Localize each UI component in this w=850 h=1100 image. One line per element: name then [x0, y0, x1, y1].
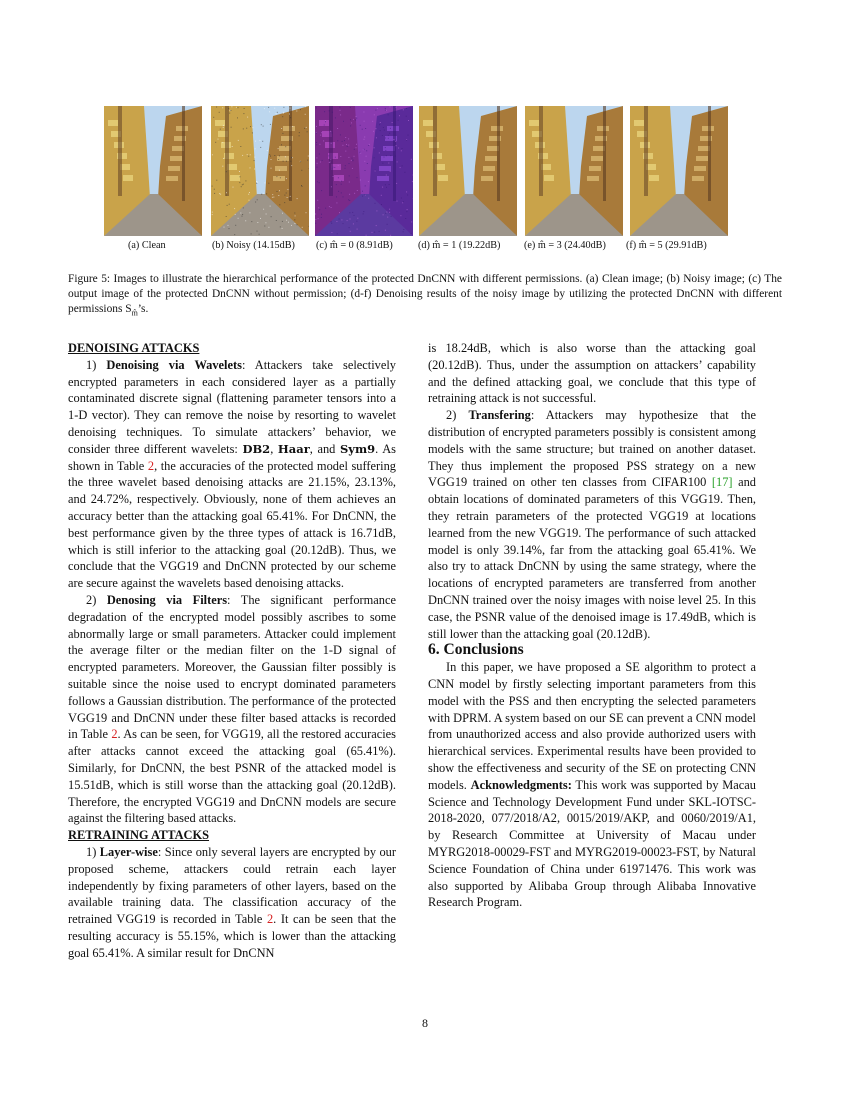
text: . It can be seen that the resulting accuracy is 55.15%, which is lower than the attacking goal 65.41%. A similar result for DnCNN	[68, 912, 396, 960]
paragraph-transfering	[428, 407, 756, 642]
heading-retraining-attacks: RETRAINING ATTACKS	[68, 828, 210, 843]
term-layer-wise: Layer-wise	[99, 844, 158, 859]
text: : Attackers may hypothesize that the distribution of encrypted parameters possibly is consistent among models with the same structure; but trained on another dataset. They thus implement the proposed PSS strategy on a new VGG19 trained on other ten classes from CIFAR100	[428, 408, 756, 490]
right-column	[428, 340, 756, 911]
table-ref-link[interactable]: 2	[266, 912, 274, 927]
street-scene-graphic	[104, 106, 202, 236]
term-wavelets: Denoising via Wavelets	[106, 357, 242, 372]
wavelet-sym9: Sym9	[340, 441, 376, 456]
wavelet-haar: Haar	[277, 441, 310, 456]
street-scene-graphic	[630, 106, 728, 236]
enum: 2)	[86, 592, 107, 607]
paragraph-wavelets	[68, 357, 396, 592]
street-scene-graphic	[419, 106, 517, 236]
left-column	[68, 340, 396, 961]
subcaption-b: (b) Noisy (14.15dB)	[212, 240, 295, 251]
paragraph-layer-wise	[68, 844, 396, 962]
subcaption-a: (a) Clean	[128, 240, 166, 251]
text: In this paper, we have proposed a SE algorithm to protect a CNN model by firstly selecting important parameters from this model with the PSS and then encrypting the selected parameters with DPRM. A system based on our SE can prevent a CNN model from unauthorized access and also provide authorized users with hierarchical services. Experimental results have been provided to show the effectiveness and security of the SE on protecting CNN models.	[428, 660, 756, 792]
figure-5	[104, 106, 740, 236]
subcaption-e: (e) m̂ = 3 (24.40dB)	[524, 240, 606, 251]
table-ref-link[interactable]: 2	[147, 458, 155, 473]
table-ref-link[interactable]: 2	[111, 727, 118, 742]
caption-end: ’s.	[137, 303, 149, 315]
subcaption-f: (f) m̂ = 5 (29.91dB)	[626, 240, 707, 251]
caption-text: Images to illustrate the hierarchical performance of the protected DnCNN with different permissions. (a) Clean image; (b) Noisy image; (c) The output image of the protected DnCNN without permission; (d-f) Denoising results of the noisy image by utilizing the protected DnCNN with different permissions S	[68, 273, 782, 315]
figure-panel-d-image	[419, 106, 517, 236]
figure-panel-a-image	[104, 106, 202, 236]
text: : Attackers take selectively encrypted parameters in each considered layer as a partially contaminated discrete signal (flattening parameter tensors into a 1-D vector). They can remove the noise by resorting to wavelet denoising techniques. To simulate attackers’ behavior, we consider three different wavelets:	[68, 357, 396, 456]
subcaption-d: (d) m̂ = 1 (19.22dB)	[418, 240, 501, 251]
subcaption-c: (c) m̂ = 0 (8.91dB)	[316, 240, 393, 251]
street-scene-graphic	[315, 106, 413, 236]
figure-panel-e-image	[525, 106, 623, 236]
paragraph-continued: is 18.24dB, which is also worse than the attacking goal (20.12dB). Thus, under the assumption on attackers’ capability and the defined attacking goal, we conclude that this type of retraining attack is not successful.	[428, 341, 756, 406]
section-title-conclusions: 6. Conclusions	[428, 641, 524, 659]
figure-panel-f-image	[630, 106, 728, 236]
wavelet-db2: DB2	[242, 441, 271, 456]
enum: 1)	[86, 357, 107, 372]
heading-denoising-attacks: DENOISING ATTACKS	[68, 341, 200, 355]
term-transfering: Transfering	[468, 408, 531, 423]
street-scene-graphic	[525, 106, 623, 236]
text: and obtain locations of dominated parameters of this VGG19. Then, they retrain parameters of the protected VGG19 at locations learned from the new VGG19. The performance of such attacked model is only 39.14%, far from the attacking goal 65.41%. We also try to attack DnCNN by using the same strategy, where the locations of encrypted parameters are transferred from another DnCNN trained over the noisy images with noise level 25. In this case, the PSNR value of the denoised image is 17.49dB, which is still lower than the attacking goal (20.12dB).	[428, 475, 756, 641]
text: . As shown in Table	[68, 441, 396, 473]
enum: 2)	[446, 408, 469, 423]
acknowledgments-label: Acknowledgments:	[470, 777, 572, 792]
text: This work was supported by Macau Science and Technology Development Fund under SKL-IOTSC-2018-2020, 077/2018/A2, 0015/2019/AKP, and 0060/2019/A1, by Research Committee at University of Macau under MYRG2018-00029-FST and MYRG2019-00023-FST, by Natural Science Foundation of China under 61971476. This work was also supported by Alibaba Group through Alibaba Innovative Research Program.	[428, 777, 756, 910]
term-filters: Denosing via Filters	[106, 592, 228, 607]
text: : The significant performance degradation of the encrypted model possibly ascribes to some abnormally large or small parameters. Attacker could implement the average filter or the median filter on the 1-D signal of encrypted parameters. Moreover, the Gaussian filter possibly is suitable since the noise used to encrypt dominated parameters follows a Gaussian distribution. The performance of the protected VGG19 and DnCNN under these filter based attacks is recorded in Table	[68, 592, 396, 742]
caption-label: Figure 5:	[68, 273, 111, 285]
street-scene-graphic	[211, 106, 309, 236]
caption-subscript: m̂	[131, 308, 138, 318]
figure-panel-c-image	[315, 106, 413, 236]
page-number: 8	[422, 1016, 428, 1030]
figure-subcaptions	[104, 240, 740, 254]
enum: 1)	[86, 844, 100, 859]
citation-link[interactable]: [17]	[711, 475, 733, 490]
text: ,	[270, 441, 278, 456]
text: , and	[309, 441, 340, 456]
paragraph-filters	[68, 592, 396, 827]
text: . As can be seen, for VGG19, all the restored accuracies after attacks cannot exceed the attacking goal (65.41%). Similarly, for DnCNN, the best PSNR of the attacked model is 15.51dB, which is still worse than the attacking goal (20.12dB). Therefore, the encrypted VGG19 and DnCNN models are secure against the filtering based attacks.	[68, 727, 397, 826]
figure-caption	[68, 272, 782, 320]
figure-panel-b-image	[211, 106, 309, 236]
text: : Since only several layers are encrypted by our proposed scheme, attackers could retrain each layer independently by fixing parameters of other layers, based on the available training data. The classification accuracy of the retrained VGG19 is recorded in Table	[68, 844, 396, 927]
text: , the accuracies of the protected model suffering the three wavelet based denoising attacks are 21.15%, 23.13%, and 24.72%, respectively. Obviously, none of them achieves an accuracy better than the attacking goal 65.41%. For DnCNN, the best performance given by the three types of attack is 16.71dB, which is still inferior to the attacking goal (20.12dB). Thus, we conclude that the VGG19 and DnCNN protected by our scheme are secure against the wavelets based denoising attacks.	[68, 458, 396, 591]
paragraph-conclusions	[428, 659, 756, 911]
